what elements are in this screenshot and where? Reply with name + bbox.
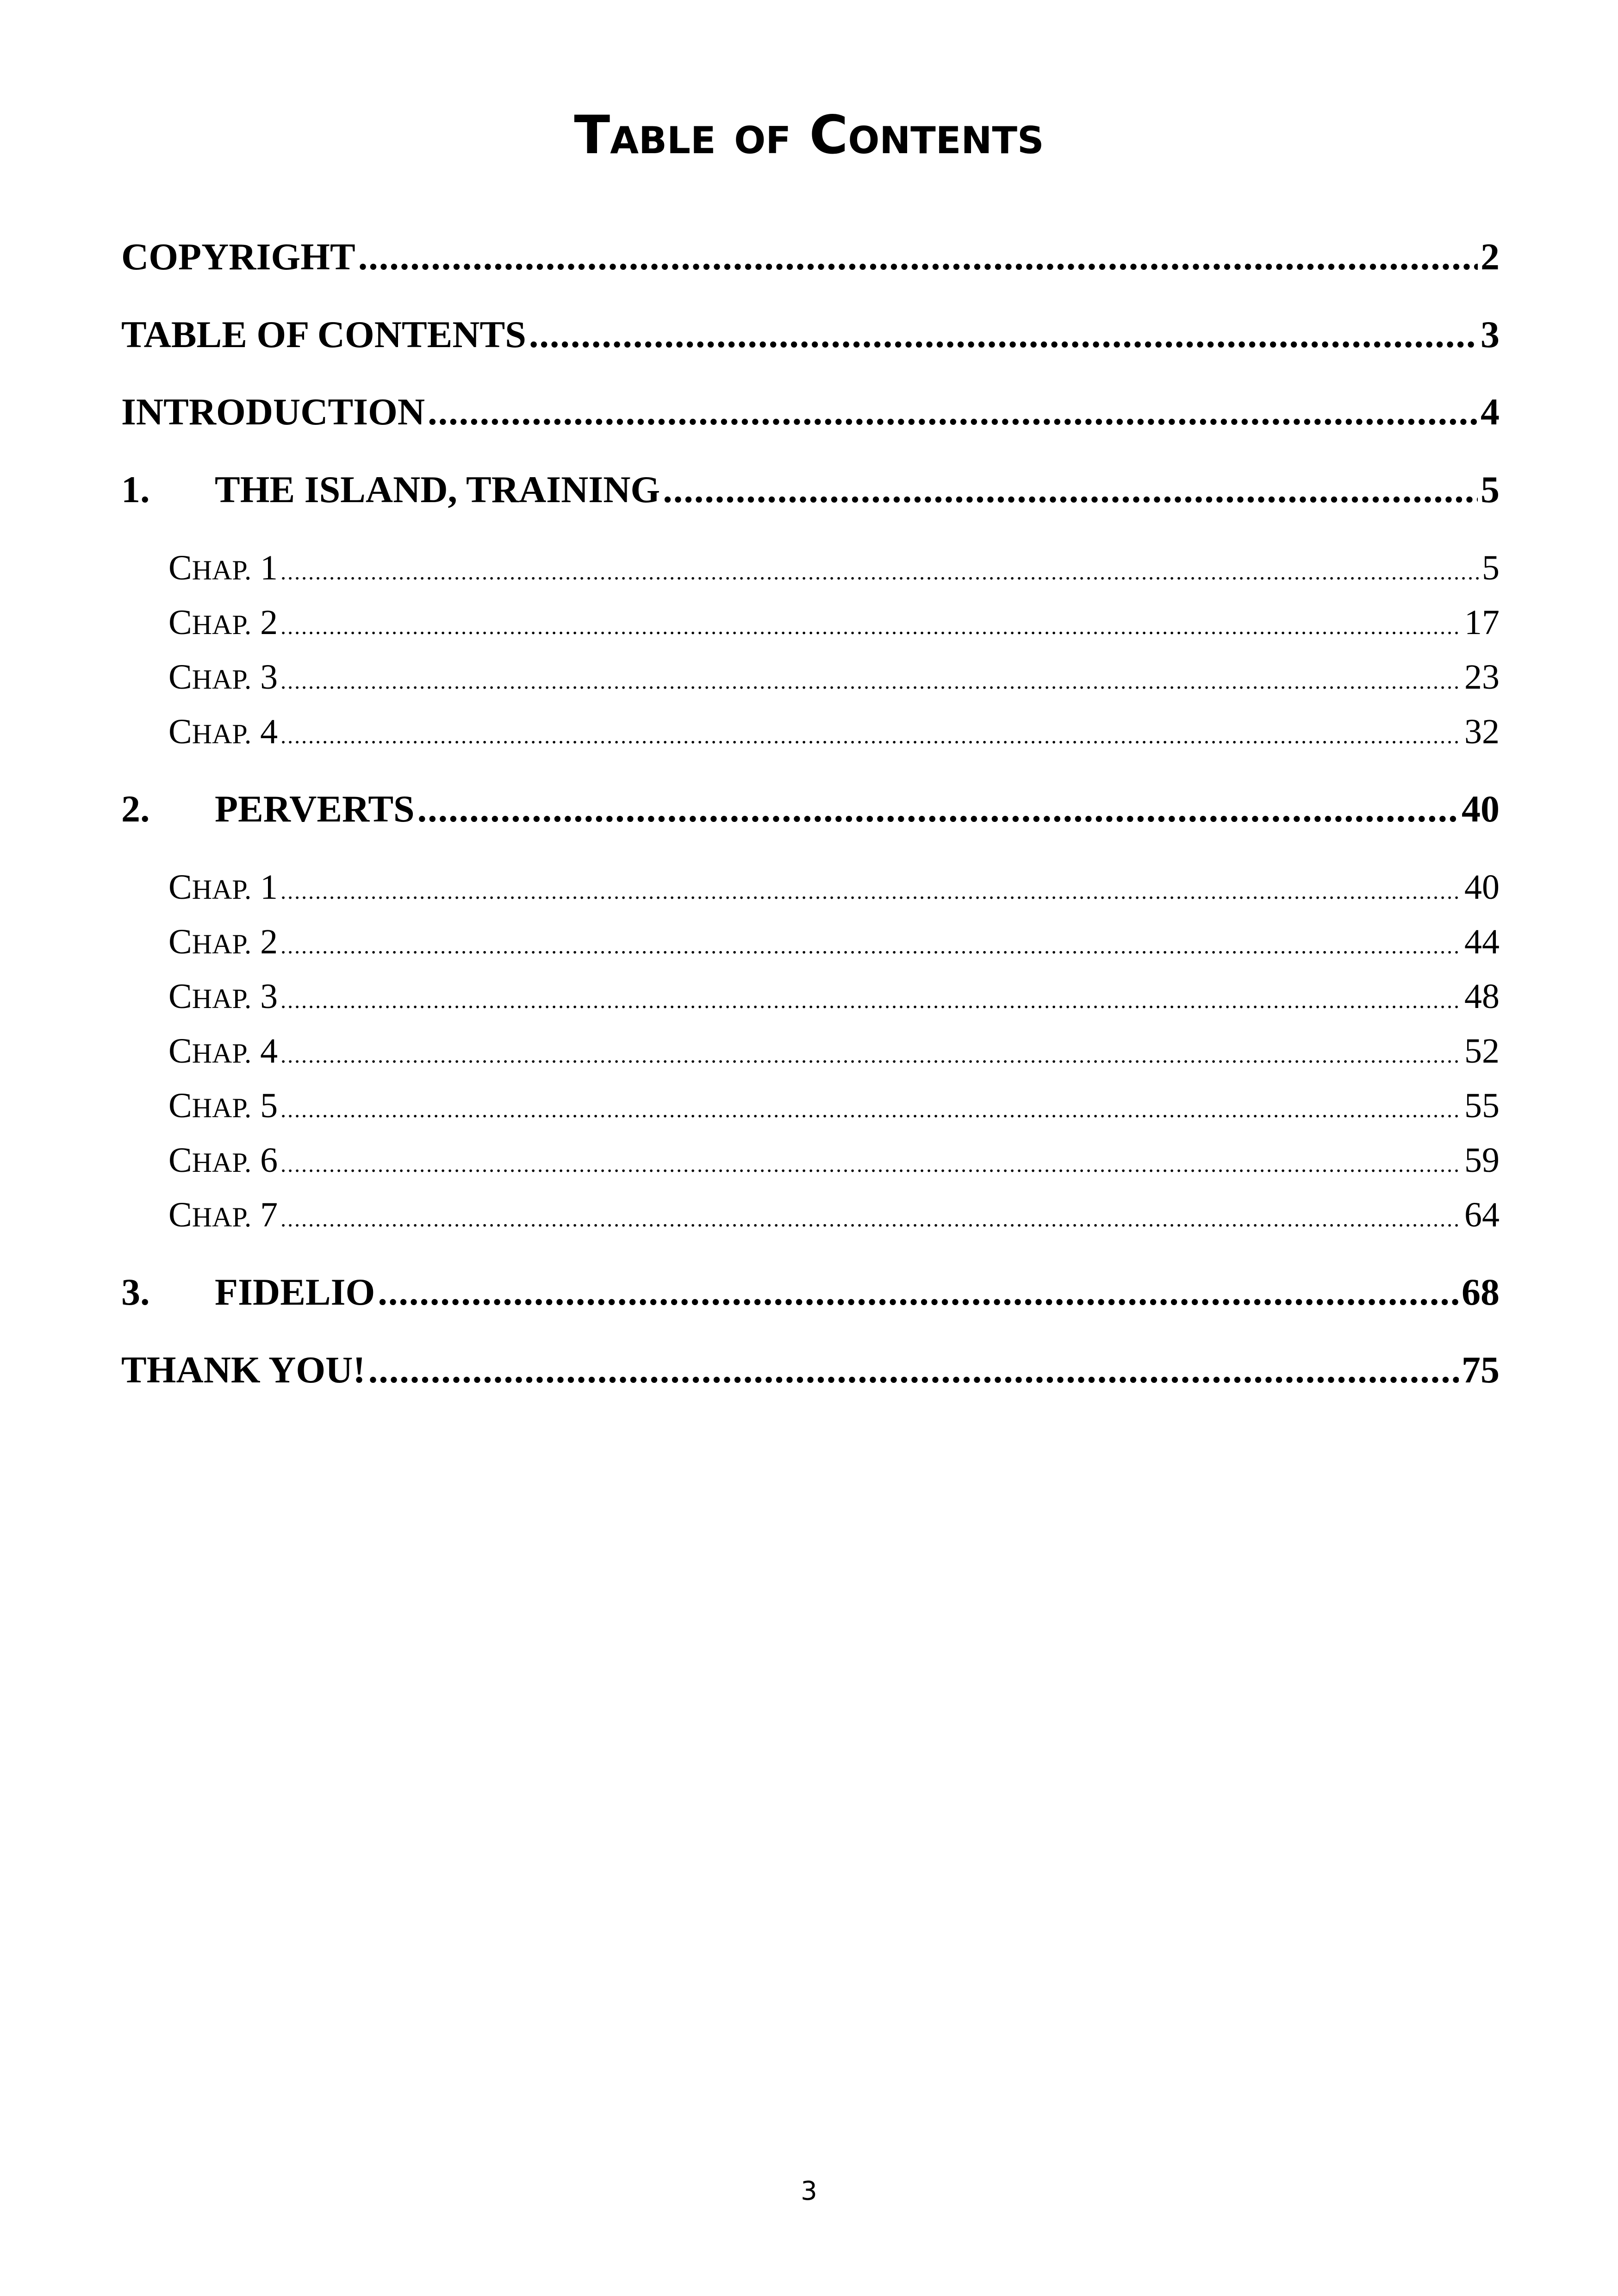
table-of-contents bbox=[121, 0, 1500, 1435]
dot-leader bbox=[280, 1198, 1462, 1241]
toc-chapter-label: CHAP. 2 bbox=[168, 922, 278, 961]
toc-chapter-label: CHAP. 6 bbox=[168, 1141, 278, 1180]
toc-chapter-page: 40 bbox=[1464, 868, 1500, 907]
toc-entry-copyright[interactable] bbox=[121, 234, 1500, 280]
toc-entry-label: FIDELIO bbox=[215, 1271, 375, 1313]
toc-chapter-entry[interactable] bbox=[168, 975, 1500, 1018]
toc-entry-label: COPYRIGHT bbox=[121, 236, 355, 278]
toc-chapter-label: CHAP. 1 bbox=[168, 548, 278, 587]
dot-leader bbox=[378, 1269, 1459, 1315]
toc-chapter-entry[interactable] bbox=[168, 655, 1500, 699]
dot-leader bbox=[280, 1034, 1462, 1077]
toc-entry-label: THANK YOU! bbox=[121, 1349, 366, 1391]
dot-leader bbox=[280, 979, 1462, 1023]
dot-leader bbox=[280, 715, 1462, 758]
toc-chapter-page: 55 bbox=[1464, 1086, 1500, 1125]
toc-chapter-entry[interactable] bbox=[168, 1029, 1500, 1073]
toc-chapter-page: 48 bbox=[1464, 977, 1500, 1016]
toc-entry-page: 3 bbox=[1481, 313, 1500, 355]
dot-leader bbox=[280, 605, 1462, 649]
dot-leader bbox=[529, 311, 1478, 358]
toc-entry-part-2[interactable] bbox=[121, 786, 1500, 832]
toc-entry-page: 2 bbox=[1481, 236, 1500, 278]
toc-chapter-page: 59 bbox=[1464, 1141, 1500, 1180]
toc-chapter-label: CHAP. 2 bbox=[168, 603, 278, 642]
toc-entry-number: 2. bbox=[121, 788, 150, 830]
toc-chapter-page: 52 bbox=[1464, 1032, 1500, 1070]
toc-entry-label: INTRODUCTION bbox=[121, 391, 425, 433]
dot-leader bbox=[280, 870, 1462, 914]
dot-leader bbox=[663, 467, 1478, 513]
dot-leader bbox=[417, 786, 1459, 832]
dot-leader bbox=[358, 234, 1478, 280]
toc-entry-thank-you[interactable] bbox=[121, 1347, 1500, 1393]
toc-chapter-page: 64 bbox=[1464, 1195, 1500, 1234]
toc-entry-page: 40 bbox=[1462, 788, 1500, 830]
toc-entry-number: 3. bbox=[121, 1271, 150, 1313]
dot-leader bbox=[280, 1143, 1462, 1187]
dot-leader bbox=[280, 1089, 1462, 1132]
toc-entry-part-1[interactable] bbox=[121, 467, 1500, 513]
toc-chapter-label: CHAP. 3 bbox=[168, 658, 278, 697]
toc-entry-label: PERVERTS bbox=[215, 788, 415, 830]
dot-leader bbox=[428, 389, 1478, 435]
toc-chapter-label: CHAP. 3 bbox=[168, 977, 278, 1016]
toc-chapter-label: CHAP. 7 bbox=[168, 1195, 278, 1234]
dot-leader bbox=[368, 1347, 1459, 1393]
toc-entry-page: 5 bbox=[1481, 468, 1500, 510]
toc-chapter-label: CHAP. 5 bbox=[168, 1086, 278, 1125]
toc-chapter-entry[interactable] bbox=[168, 546, 1500, 590]
toc-chapter-page: 5 bbox=[1482, 548, 1500, 587]
toc-entry-label: TABLE OF CONTENTS bbox=[121, 313, 526, 355]
toc-chapter-entry[interactable] bbox=[168, 1139, 1500, 1182]
dot-leader bbox=[280, 551, 1479, 594]
page-title: Table of Contents bbox=[574, 104, 1044, 166]
toc-chapter-entry[interactable] bbox=[168, 601, 1500, 644]
toc-chapter-entry[interactable] bbox=[168, 865, 1500, 909]
dot-leader bbox=[280, 925, 1462, 968]
toc-chapter-page: 32 bbox=[1464, 712, 1500, 751]
toc-chapter-entry[interactable] bbox=[168, 710, 1500, 753]
toc-chapter-entry[interactable] bbox=[168, 1193, 1500, 1237]
toc-entry-label: THE ISLAND, TRAINING bbox=[215, 468, 660, 510]
toc-chapter-page: 44 bbox=[1464, 922, 1500, 961]
page-number: 3 bbox=[801, 2176, 817, 2206]
toc-chapter-entry[interactable] bbox=[168, 1084, 1500, 1127]
toc-entry-page: 68 bbox=[1462, 1271, 1500, 1313]
toc-entry-page: 75 bbox=[1462, 1349, 1500, 1391]
toc-chapter-label: CHAP. 4 bbox=[168, 1032, 278, 1070]
toc-entry-introduction[interactable] bbox=[121, 389, 1500, 435]
toc-chapter-entry[interactable] bbox=[168, 920, 1500, 964]
toc-entry-number: 1. bbox=[121, 468, 150, 510]
dot-leader bbox=[280, 660, 1462, 703]
toc-entry-page: 4 bbox=[1481, 391, 1500, 433]
toc-entry-part-3[interactable] bbox=[121, 1269, 1500, 1315]
toc-entry-table-of-contents[interactable] bbox=[121, 311, 1500, 358]
toc-chapter-label: CHAP. 1 bbox=[168, 868, 278, 907]
toc-chapter-page: 23 bbox=[1464, 658, 1500, 697]
toc-chapter-label: CHAP. 4 bbox=[168, 712, 278, 751]
toc-chapter-page: 17 bbox=[1464, 603, 1500, 642]
